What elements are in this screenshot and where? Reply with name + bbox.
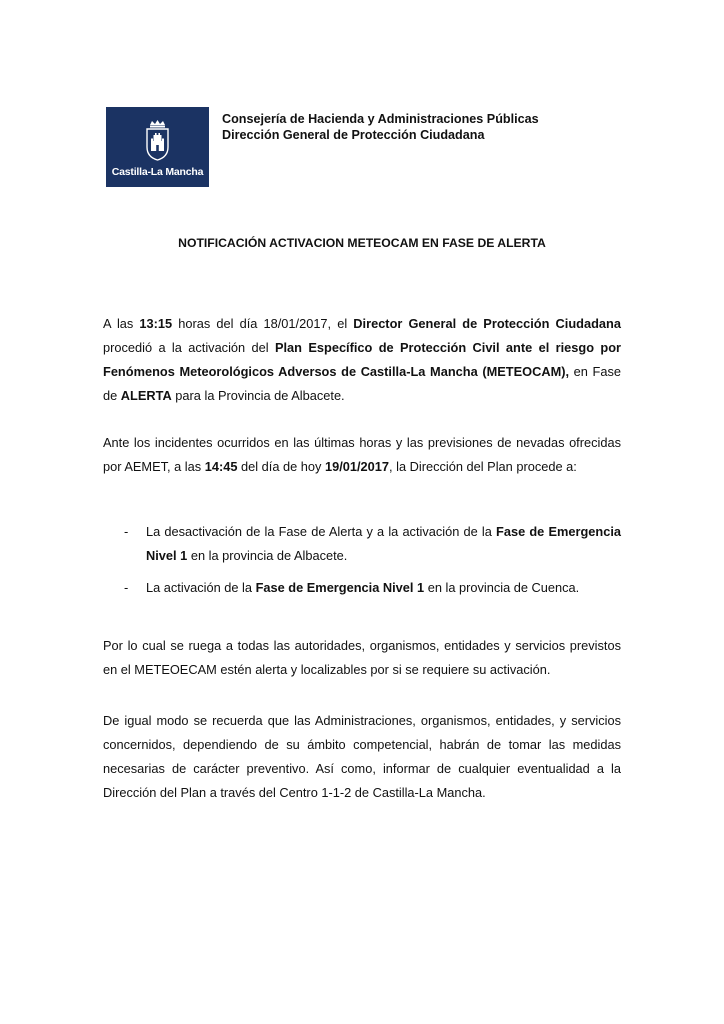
directorate-name: Dirección General de Protección Ciudadana [222,128,485,142]
castilla-la-mancha-logo [106,107,209,187]
list-item: - La activación de la Fase de Emergencia Nivel 1 en la provincia de Cuenca. [124,580,580,595]
paragraph-incidents: Ante los incidentes ocurridos en las últimas horas y las previsiones de nevadas ofrecidas por AEMET, a las 14:45 del día de hoy 19/01/2017, la Dirección del Plan procede a: [103,435,621,474]
paragraph-request: Por lo cual se ruega a todas las autoridades, organismos, entidades y servicios previstos en el METEOECAM estén alerta y localizables por si se requiere su activación. [103,638,621,677]
paragraph-reminder: De igual modo se recuerda que las Administraciones, organismos, entidades, y servicios concernidos, dependiendo de su ámbito competencial, habrán de tomar las medidas necesarias de carácter preventivo. Así como, informar de cualquier eventualidad a la Dirección del Plan a través del Centro 1-1-2 de Castilla-La Mancha. [103,713,621,800]
logo-wordmark: Castilla-La Mancha [111,166,204,178]
paragraph-activation: A las 13:15 horas del día 18/01/2017, el Director General de Protección Ciudadana procedió a la activación del Plan Específico de Protección Civil ante el riesgo por Fenómenos Meteorológicos Adversos de Castilla-La Mancha (METEOCAM), en Fase de ALERTA para la Provincia de Albacete. [103,316,621,403]
actions-list [103,520,621,600]
ministry-name: Consejería de Hacienda y Administraciones Públicas [222,112,539,126]
list-item: - La desactivación de la Fase de Alerta y a la activación de la Fase de Emergencia Nivel 1 en la provincia de Albacete. [124,524,622,563]
document-title: NOTIFICACIÓN ACTIVACION METEOCAM EN FASE DE ALERTA [178,236,546,250]
issuing-organization [222,111,539,143]
coat-of-arms-icon [142,119,173,163]
